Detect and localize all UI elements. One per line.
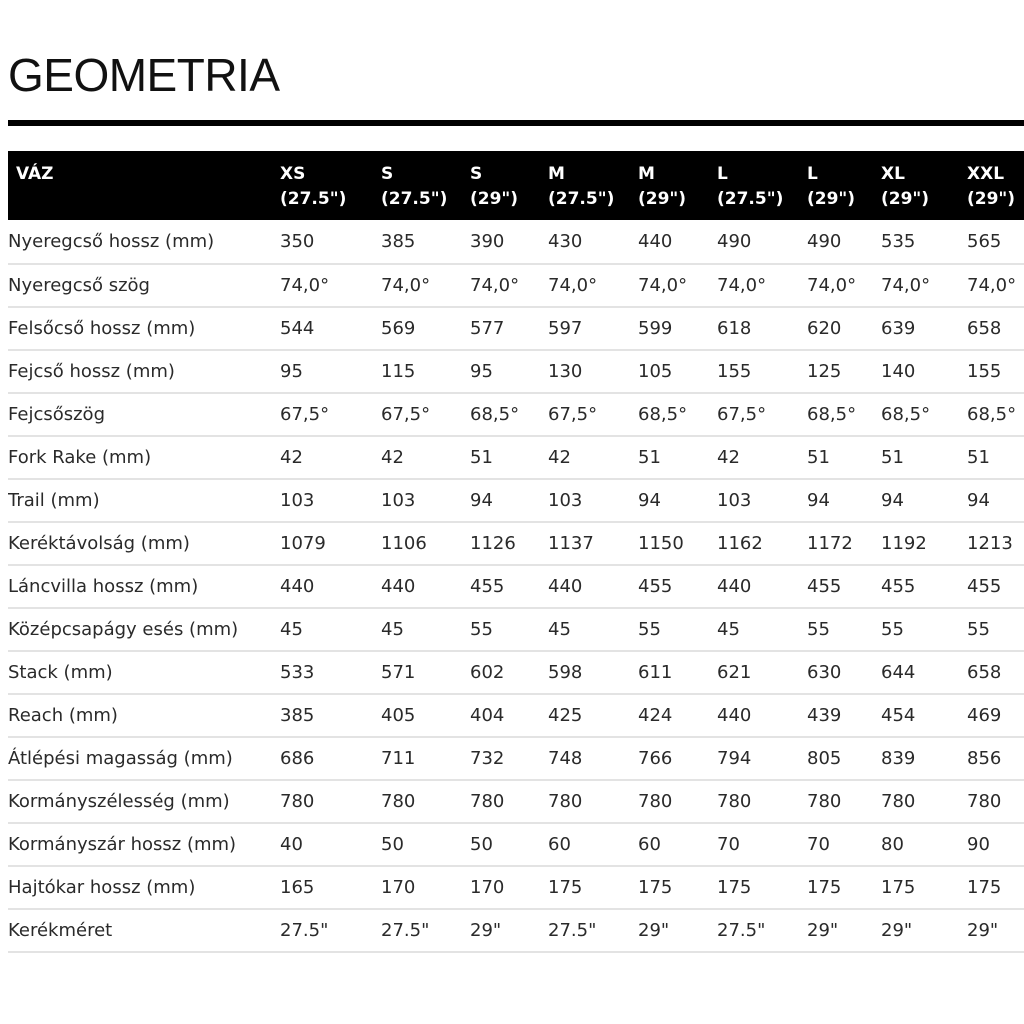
table-cell: 67,5° <box>709 393 799 436</box>
table-cell: 80 <box>873 823 959 866</box>
table-cell: 94 <box>462 479 540 522</box>
table-row <box>8 350 1024 393</box>
column-header <box>799 151 873 220</box>
table-cell: 94 <box>959 479 1024 522</box>
table-cell: 577 <box>462 307 540 350</box>
table-cell: 51 <box>799 436 873 479</box>
table-row <box>8 780 1024 823</box>
table-cell: 440 <box>373 565 462 608</box>
table-cell: 565 <box>959 220 1024 264</box>
table-cell: 780 <box>630 780 709 823</box>
table-cell: 67,5° <box>540 393 630 436</box>
table-cell: 455 <box>462 565 540 608</box>
table-cell: 533 <box>272 651 373 694</box>
table-cell: 1172 <box>799 522 873 565</box>
table-cell: 42 <box>709 436 799 479</box>
column-wheel-label: (29") <box>967 189 1016 209</box>
table-cell: 1192 <box>873 522 959 565</box>
table-cell: 74,0° <box>799 264 873 307</box>
table-row <box>8 651 1024 694</box>
table-cell: 29" <box>873 909 959 952</box>
table-cell: 50 <box>373 823 462 866</box>
column-wheel-label: (29") <box>807 189 856 209</box>
table-cell: 455 <box>799 565 873 608</box>
table-cell: 455 <box>630 565 709 608</box>
table-cell: 60 <box>540 823 630 866</box>
column-size-label: XS <box>280 164 306 184</box>
table-cell: 780 <box>373 780 462 823</box>
table-cell: 74,0° <box>272 264 373 307</box>
column-size-label: L <box>717 164 728 184</box>
table-cell: 618 <box>709 307 799 350</box>
table-cell: 440 <box>540 565 630 608</box>
table-cell: 175 <box>873 866 959 909</box>
table-cell: 103 <box>272 479 373 522</box>
column-header <box>709 151 799 220</box>
column-header-frame: VÁZ <box>8 151 272 220</box>
table-cell: 170 <box>373 866 462 909</box>
table-cell: 170 <box>462 866 540 909</box>
table-row <box>8 694 1024 737</box>
row-label: Fejcső hossz (mm) <box>8 350 272 393</box>
table-cell: 599 <box>630 307 709 350</box>
table-cell: 42 <box>373 436 462 479</box>
column-wheel-label: (29") <box>638 189 687 209</box>
table-cell: 425 <box>540 694 630 737</box>
table-cell: 469 <box>959 694 1024 737</box>
table-cell: 74,0° <box>959 264 1024 307</box>
table-cell: 95 <box>272 350 373 393</box>
table-cell: 639 <box>873 307 959 350</box>
table-cell: 45 <box>709 608 799 651</box>
table-cell: 45 <box>272 608 373 651</box>
table-cell: 103 <box>540 479 630 522</box>
table-cell: 1150 <box>630 522 709 565</box>
table-cell: 55 <box>462 608 540 651</box>
table-cell: 45 <box>373 608 462 651</box>
row-label: Láncvilla hossz (mm) <box>8 565 272 608</box>
table-row <box>8 307 1024 350</box>
table-cell: 55 <box>799 608 873 651</box>
table-cell: 27.5" <box>272 909 373 952</box>
row-label: Fork Rake (mm) <box>8 436 272 479</box>
column-size-label: XL <box>881 164 905 184</box>
table-cell: 70 <box>799 823 873 866</box>
column-header <box>630 151 709 220</box>
table-cell: 70 <box>709 823 799 866</box>
table-cell: 175 <box>709 866 799 909</box>
table-cell: 658 <box>959 307 1024 350</box>
table-cell: 440 <box>630 220 709 264</box>
row-label: Kormányszélesség (mm) <box>8 780 272 823</box>
table-cell: 350 <box>272 220 373 264</box>
table-row <box>8 220 1024 264</box>
table-header-row <box>8 151 1024 220</box>
table-cell: 55 <box>630 608 709 651</box>
table-cell: 544 <box>272 307 373 350</box>
table-cell: 94 <box>799 479 873 522</box>
table-cell: 1213 <box>959 522 1024 565</box>
table-cell: 103 <box>709 479 799 522</box>
column-header <box>873 151 959 220</box>
table-cell: 29" <box>959 909 1024 952</box>
table-cell: 780 <box>873 780 959 823</box>
column-size-label: M <box>548 164 565 184</box>
table-cell: 55 <box>959 608 1024 651</box>
table-cell: 45 <box>540 608 630 651</box>
table-cell: 103 <box>373 479 462 522</box>
table-row <box>8 393 1024 436</box>
table-cell: 780 <box>959 780 1024 823</box>
table-cell: 29" <box>630 909 709 952</box>
table-cell: 1126 <box>462 522 540 565</box>
table-cell: 780 <box>709 780 799 823</box>
table-row <box>8 522 1024 565</box>
table-cell: 1106 <box>373 522 462 565</box>
table-cell: 440 <box>709 565 799 608</box>
table-row <box>8 479 1024 522</box>
table-cell: 1162 <box>709 522 799 565</box>
table-cell: 766 <box>630 737 709 780</box>
table-cell: 569 <box>373 307 462 350</box>
table-cell: 74,0° <box>373 264 462 307</box>
table-cell: 68,5° <box>462 393 540 436</box>
table-cell: 51 <box>873 436 959 479</box>
table-cell: 611 <box>630 651 709 694</box>
table-cell: 175 <box>959 866 1024 909</box>
table-cell: 839 <box>873 737 959 780</box>
row-label: Hajtókar hossz (mm) <box>8 866 272 909</box>
table-cell: 74,0° <box>630 264 709 307</box>
column-size-label: XXL <box>967 164 1005 184</box>
table-cell: 602 <box>462 651 540 694</box>
table-cell: 385 <box>373 220 462 264</box>
table-cell: 597 <box>540 307 630 350</box>
table-cell: 404 <box>462 694 540 737</box>
column-wheel-label: (27.5") <box>381 189 448 209</box>
table-cell: 51 <box>630 436 709 479</box>
table-row <box>8 909 1024 952</box>
table-cell: 175 <box>540 866 630 909</box>
table-cell: 55 <box>873 608 959 651</box>
table-cell: 165 <box>272 866 373 909</box>
row-label: Fejcsőszög <box>8 393 272 436</box>
table-cell: 805 <box>799 737 873 780</box>
table-cell: 95 <box>462 350 540 393</box>
table-cell: 74,0° <box>462 264 540 307</box>
table-cell: 620 <box>799 307 873 350</box>
title-divider <box>8 120 1024 126</box>
column-header <box>959 151 1024 220</box>
table-cell: 175 <box>799 866 873 909</box>
row-label: Stack (mm) <box>8 651 272 694</box>
column-header <box>462 151 540 220</box>
table-cell: 780 <box>462 780 540 823</box>
table-cell: 115 <box>373 350 462 393</box>
table-row <box>8 436 1024 479</box>
column-wheel-label: (27.5") <box>717 189 784 209</box>
table-cell: 385 <box>272 694 373 737</box>
table-cell: 440 <box>709 694 799 737</box>
table-cell: 68,5° <box>873 393 959 436</box>
table-cell: 74,0° <box>540 264 630 307</box>
table-cell: 50 <box>462 823 540 866</box>
table-cell: 51 <box>959 436 1024 479</box>
table-cell: 29" <box>462 909 540 952</box>
table-cell: 732 <box>462 737 540 780</box>
table-cell: 155 <box>959 350 1024 393</box>
table-cell: 430 <box>540 220 630 264</box>
table-cell: 60 <box>630 823 709 866</box>
table-cell: 711 <box>373 737 462 780</box>
table-cell: 130 <box>540 350 630 393</box>
table-cell: 51 <box>462 436 540 479</box>
table-cell: 94 <box>630 479 709 522</box>
column-wheel-label: (27.5") <box>280 189 347 209</box>
table-cell: 29" <box>799 909 873 952</box>
table-cell: 1079 <box>272 522 373 565</box>
table-cell: 439 <box>799 694 873 737</box>
table-cell: 67,5° <box>373 393 462 436</box>
column-wheel-label: (29") <box>881 189 930 209</box>
table-cell: 40 <box>272 823 373 866</box>
row-label: Kerékméret <box>8 909 272 952</box>
table-cell: 90 <box>959 823 1024 866</box>
column-header <box>272 151 373 220</box>
table-cell: 405 <box>373 694 462 737</box>
table-cell: 67,5° <box>272 393 373 436</box>
table-cell: 780 <box>272 780 373 823</box>
table-cell: 68,5° <box>959 393 1024 436</box>
table-row <box>8 823 1024 866</box>
table-body <box>8 220 1024 952</box>
table-cell: 27.5" <box>540 909 630 952</box>
table-cell: 748 <box>540 737 630 780</box>
row-label: Átlépési magasság (mm) <box>8 737 272 780</box>
table-cell: 1137 <box>540 522 630 565</box>
table-row <box>8 866 1024 909</box>
row-label: Felsőcső hossz (mm) <box>8 307 272 350</box>
table-row <box>8 608 1024 651</box>
geometry-table <box>8 151 1024 953</box>
table-cell: 155 <box>709 350 799 393</box>
table-row <box>8 565 1024 608</box>
table-cell: 780 <box>540 780 630 823</box>
table-cell: 74,0° <box>709 264 799 307</box>
column-wheel-label: (27.5") <box>548 189 615 209</box>
column-header <box>540 151 630 220</box>
table-cell: 140 <box>873 350 959 393</box>
column-size-label: L <box>807 164 818 184</box>
row-label: Nyeregcső szög <box>8 264 272 307</box>
table-cell: 42 <box>272 436 373 479</box>
table-cell: 390 <box>462 220 540 264</box>
table-cell: 490 <box>799 220 873 264</box>
table-cell: 490 <box>709 220 799 264</box>
table-cell: 621 <box>709 651 799 694</box>
table-cell: 94 <box>873 479 959 522</box>
row-label: Keréktávolság (mm) <box>8 522 272 565</box>
table-cell: 780 <box>799 780 873 823</box>
table-cell: 856 <box>959 737 1024 780</box>
column-size-label: M <box>638 164 655 184</box>
table-cell: 598 <box>540 651 630 694</box>
column-size-label: S <box>470 164 483 184</box>
table-cell: 68,5° <box>630 393 709 436</box>
row-label: Trail (mm) <box>8 479 272 522</box>
table-cell: 440 <box>272 565 373 608</box>
table-cell: 125 <box>799 350 873 393</box>
column-header <box>373 151 462 220</box>
row-label: Reach (mm) <box>8 694 272 737</box>
table-cell: 571 <box>373 651 462 694</box>
table-row <box>8 737 1024 780</box>
row-label: Középcsapágy esés (mm) <box>8 608 272 651</box>
table-cell: 455 <box>873 565 959 608</box>
row-label: Kormányszár hossz (mm) <box>8 823 272 866</box>
table-cell: 644 <box>873 651 959 694</box>
table-cell: 424 <box>630 694 709 737</box>
column-wheel-label: (29") <box>470 189 519 209</box>
table-cell: 455 <box>959 565 1024 608</box>
table-row <box>8 264 1024 307</box>
table-cell: 454 <box>873 694 959 737</box>
table-cell: 74,0° <box>873 264 959 307</box>
table-cell: 42 <box>540 436 630 479</box>
table-cell: 630 <box>799 651 873 694</box>
table-cell: 686 <box>272 737 373 780</box>
page-title: GEOMETRIA <box>8 49 280 101</box>
table-cell: 27.5" <box>373 909 462 952</box>
table-cell: 535 <box>873 220 959 264</box>
row-label: Nyeregcső hossz (mm) <box>8 220 272 264</box>
table-cell: 68,5° <box>799 393 873 436</box>
table-cell: 105 <box>630 350 709 393</box>
table-cell: 27.5" <box>709 909 799 952</box>
table-cell: 658 <box>959 651 1024 694</box>
table-cell: 175 <box>630 866 709 909</box>
column-size-label: S <box>381 164 394 184</box>
table-cell: 794 <box>709 737 799 780</box>
